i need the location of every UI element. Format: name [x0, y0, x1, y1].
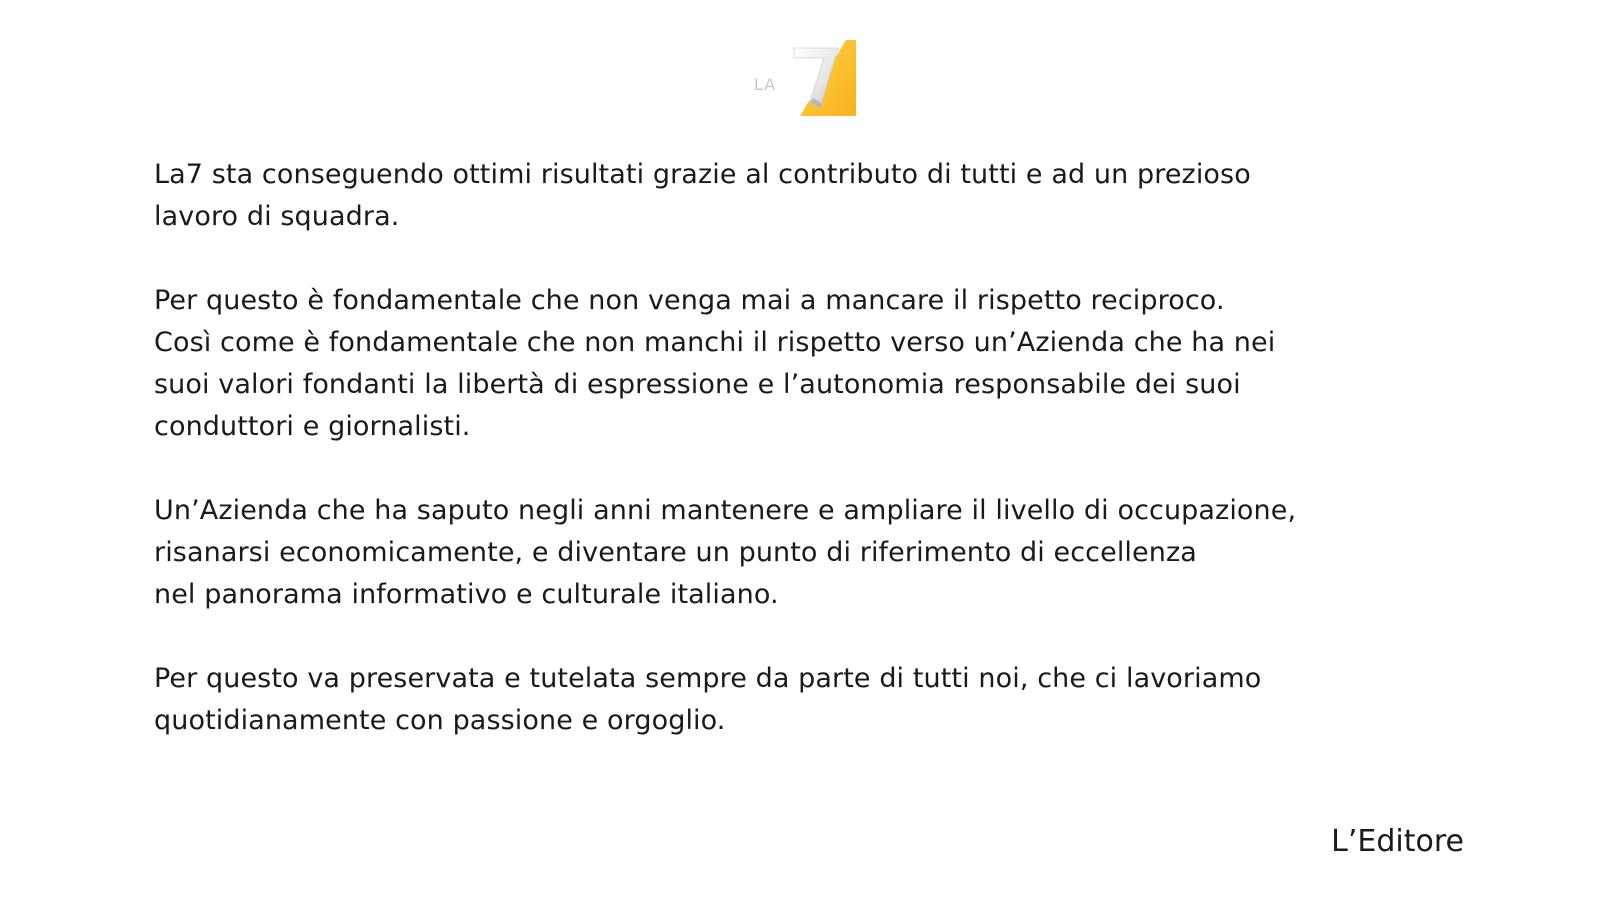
- signature: L’Editore: [1331, 824, 1464, 859]
- letter-body: [154, 154, 1454, 784]
- paragraph-2: Per questo è fondamentale che non venga mai a mancare il rispetto reciproco. Così come è fondamentale che non manchi il rispetto verso un’Azienda che ha nei suoi valori fondanti la libertà di espressione e l’autonomia responsabile dei suoi conduttori e giornalisti.: [154, 285, 1276, 442]
- paragraph-3: Un’Azienda che ha saputo negli anni mantenere e ampliare il livello di occupazione, risanarsi economicamente, e diventare un punto di riferimento di eccellenza nel panorama informativo e culturale italiano.: [154, 495, 1297, 610]
- la7-logo-icon: [752, 38, 858, 120]
- paragraph-1: La7 sta conseguendo ottimi risultati grazie al contributo di tutti e ad un prezioso lavoro di squadra.: [154, 159, 1251, 232]
- logo-text: LA: [754, 75, 777, 94]
- paragraph-4: Per questo va preservata e tutelata sempre da parte di tutti noi, che ci lavoriamo quotidianamente con passione e orgoglio.: [154, 663, 1262, 736]
